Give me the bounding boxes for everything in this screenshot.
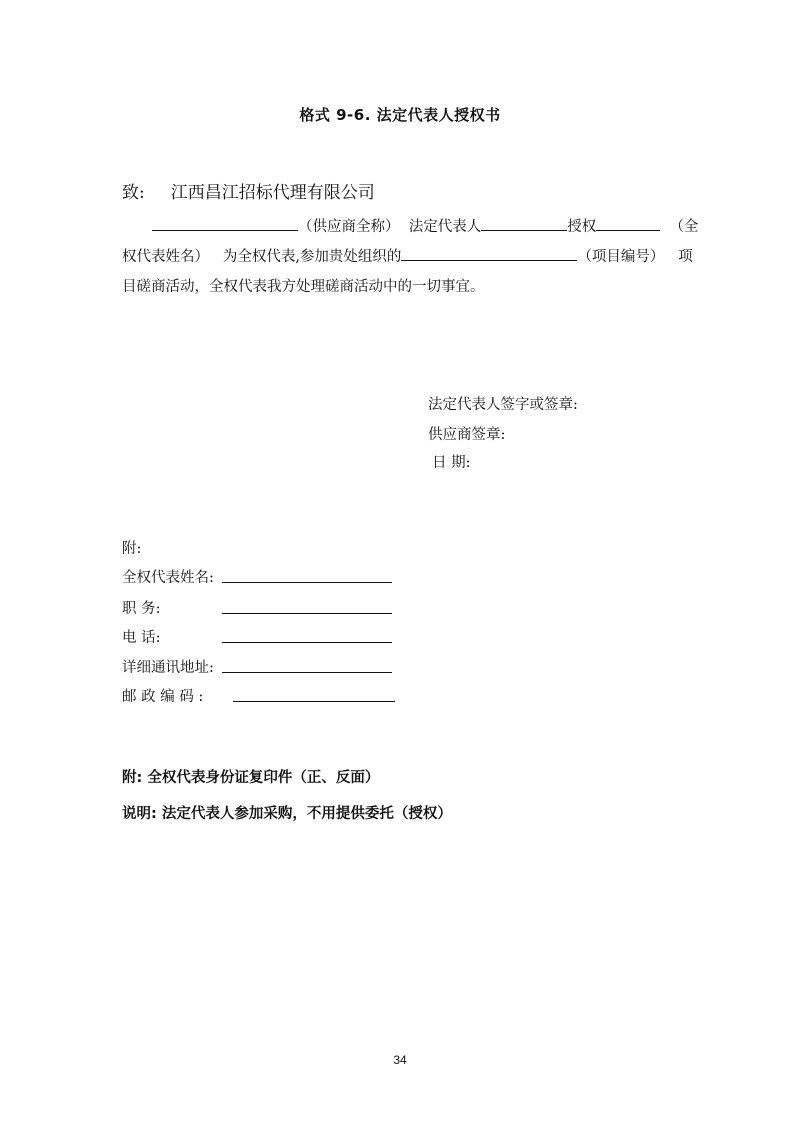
- legal-rep-signature-label: 法定代表人签字或签章:: [428, 397, 578, 413]
- field-line-postcode[interactable]: [233, 700, 395, 702]
- field-label-position: 职 务:: [122, 601, 161, 617]
- field-line-address[interactable]: [222, 671, 392, 673]
- field-label-rep-name: 全权代表姓名:: [122, 570, 214, 586]
- legal-rep-label: 法定代表人: [408, 219, 482, 235]
- addressee-prefix: 致:: [122, 183, 145, 203]
- addressee-line: [122, 178, 375, 203]
- body-line-1: [152, 215, 698, 236]
- field-line-phone[interactable]: [222, 641, 392, 643]
- legal-rep-blank[interactable]: [481, 216, 567, 231]
- project-number-label: （项目编号）: [577, 249, 665, 265]
- field-line-position[interactable]: [222, 612, 392, 614]
- document-title: 格式 9-6. 法定代表人授权书: [299, 106, 501, 124]
- authorized-rep-blank[interactable]: [596, 216, 660, 231]
- authorize-label: 授权: [567, 219, 597, 235]
- paren-open-full: （全: [669, 219, 699, 235]
- attachment-note: 附: 全权代表身份证复印件（正、反面）: [122, 770, 380, 786]
- body-line-2: [122, 245, 693, 266]
- participation-text: 为全权代表,参加贵处组织的: [222, 249, 402, 265]
- supplier-full-name-label: （供应商全称）: [298, 219, 400, 235]
- body-line-3: 目磋商活动，全权代表我方处理磋商活动中的一切事宜。: [122, 279, 485, 295]
- date-label: 日 期:: [432, 455, 471, 471]
- addressee-name: 江西昌江招标代理有限公司: [170, 183, 375, 203]
- line2-end: 项: [678, 249, 693, 265]
- field-label-address: 详细通讯地址:: [122, 660, 214, 676]
- explanation-note: 说明: 法定代表人参加采购，不用提供委托（授权）: [122, 806, 452, 822]
- supplier-name-blank[interactable]: [152, 216, 298, 231]
- field-label-postcode: 邮 政 编 码 :: [122, 689, 204, 705]
- field-label-phone: 电 话:: [122, 630, 161, 646]
- project-blank[interactable]: [401, 246, 577, 261]
- authorized-rep-name-label: 权代表姓名）: [122, 249, 209, 265]
- page-number: 34: [393, 1053, 407, 1067]
- field-line-rep-name[interactable]: [222, 581, 392, 583]
- attachment-heading: 附:: [122, 541, 142, 557]
- supplier-seal-label: 供应商签章:: [428, 427, 506, 443]
